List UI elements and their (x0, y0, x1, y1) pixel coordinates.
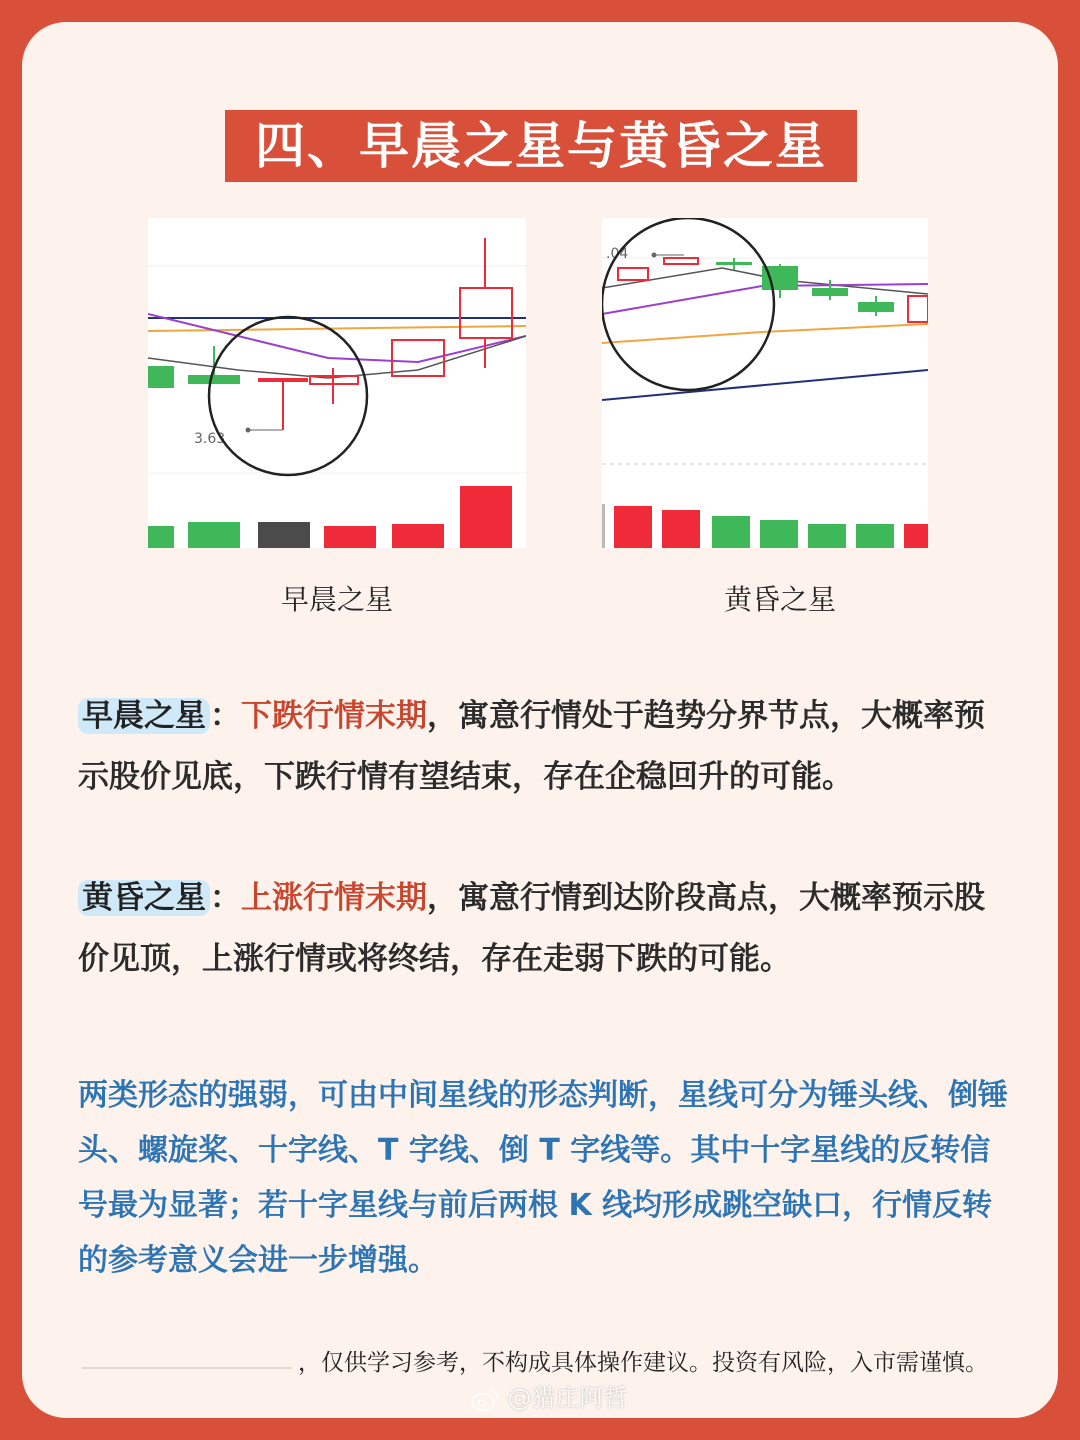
volume-bar (324, 526, 376, 548)
watermark-text: @猎庄阿哲 (507, 1384, 628, 1412)
candle-red-3 (460, 288, 512, 338)
volume-bar (614, 506, 652, 548)
volume-bar (712, 516, 750, 548)
price-label: .04 (606, 246, 629, 262)
evening-star-tag: 黄昏之星 (78, 880, 210, 916)
volume-bar (904, 524, 928, 548)
highlight-circle (209, 317, 367, 475)
ma-line-gray (148, 336, 526, 378)
evening-star-description (78, 868, 1008, 990)
morning-star-description (78, 686, 1008, 808)
candle-green-3 (858, 302, 894, 312)
candle-green-2 (812, 288, 848, 296)
card (22, 22, 1058, 1418)
volume-bar (856, 524, 894, 548)
evening-star-chart (602, 218, 928, 548)
volume-bar (602, 504, 605, 548)
evening-star-caption: 黄昏之星 (723, 583, 836, 616)
star-line-explanation: 两类形态的强弱，可由中间星线的形态判断，星线可分为锤头线、倒锤头、螺旋桨、十字线、T 字线、倒 T 字线等。其中十字星线的反转信号最为显著；若十字星线与前后两根 K 线均形成跳空缺口，行情反转的参考意义会进一步增强。 (78, 1078, 1008, 1278)
candle-red-1 (618, 268, 648, 280)
price-label: 3.63 (194, 431, 226, 447)
candle-star (258, 378, 308, 382)
highlight-phrase: 上涨行情末期 (241, 880, 427, 916)
volume-bar (460, 486, 512, 548)
page-title: 四、早晨之星与黄昏之星 (225, 110, 857, 182)
description-text: ，寓意行情到达阶段高点，大概率预示股价见顶，上涨行情或将终结，存在走弱下跌的可能。 (78, 880, 985, 977)
ma-line-navy (602, 370, 928, 400)
morning-star-chart (148, 218, 526, 548)
divider (82, 1367, 292, 1369)
candle-green-2 (188, 375, 240, 384)
candle-star (716, 262, 752, 265)
morning-star-caption: 早晨之星 (280, 583, 393, 616)
colon: ： (210, 698, 241, 734)
volume-bar (392, 524, 444, 548)
candle-red-2 (664, 258, 698, 264)
volume-bar (760, 520, 798, 548)
volume-bar (808, 524, 846, 548)
colon: ： (210, 880, 241, 916)
watermark (470, 1378, 628, 1413)
volume-bar (148, 526, 174, 548)
description-text: ，寓意行情处于趋势分界节点，大概率预示股价见底，下跌行情有望结束，存在企稳回升的可能。 (78, 698, 985, 795)
disclaimer: ，仅供学习参考，不构成具体操作建议。投资有风险，入市需谨慎。 (298, 1350, 988, 1376)
volume-bar (188, 522, 240, 548)
morning-star-tag: 早晨之星 (78, 698, 210, 734)
highlight-circle (602, 218, 774, 390)
highlight-phrase: 下跌行情末期 (241, 698, 427, 734)
candle-red-3 (908, 296, 928, 322)
volume-bar (258, 522, 310, 548)
candle-green-1 (148, 366, 174, 388)
volume-bar (662, 510, 700, 548)
weibo-icon (470, 1386, 500, 1412)
